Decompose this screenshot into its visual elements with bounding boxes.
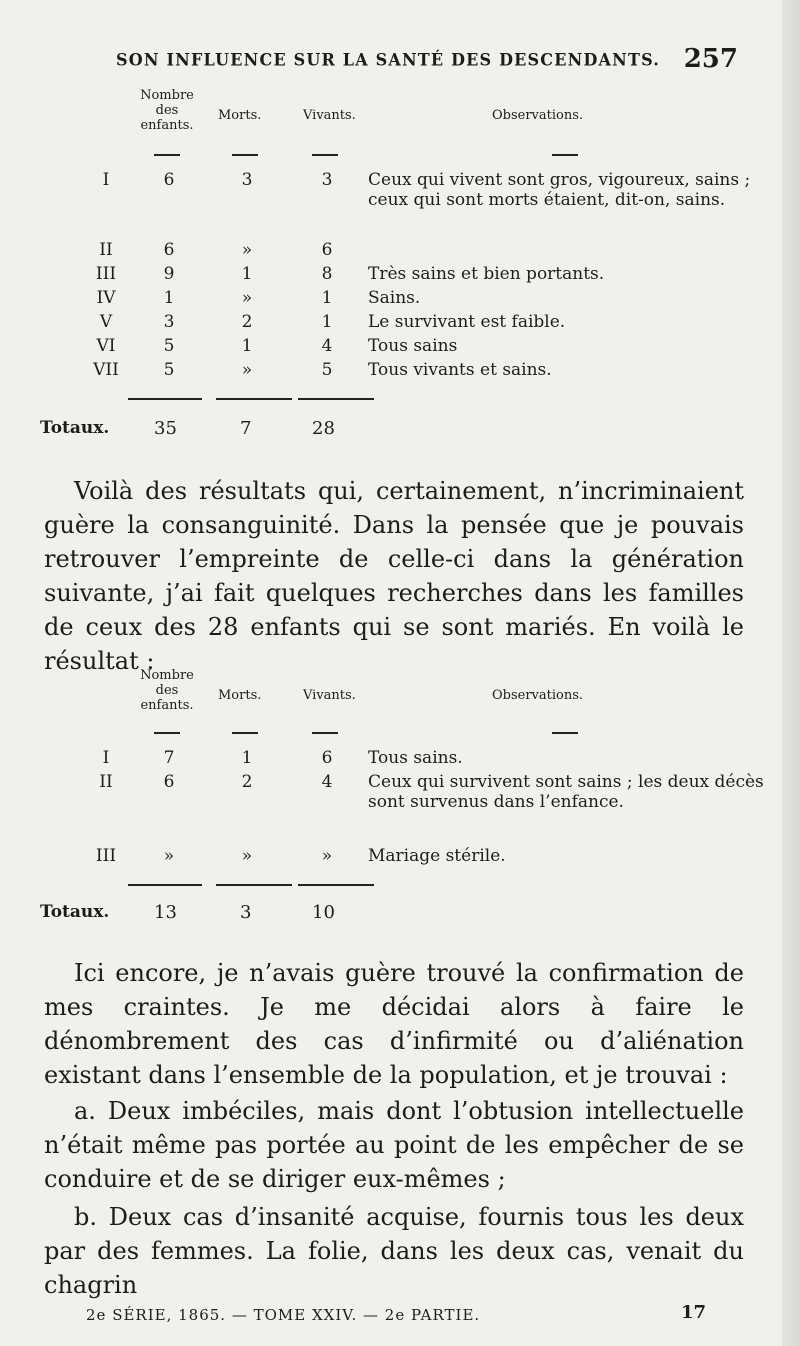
- table-2: [40, 668, 764, 928]
- totals-label: Totaux.: [40, 902, 110, 922]
- cell-nombre: 6: [163, 240, 175, 260]
- running-header: [110, 44, 750, 80]
- cell-nombre: 5: [163, 336, 175, 356]
- row-number: II: [99, 240, 113, 260]
- cell-vivants: 1: [321, 288, 333, 308]
- cell-nombre: »: [163, 846, 175, 866]
- running-title: SON INFLUENCE SUR LA SANTÉ DES DESCENDANTS.: [116, 49, 661, 70]
- cell-morts: 2: [241, 772, 253, 792]
- table-row: [40, 772, 764, 838]
- cell-morts: »: [241, 360, 253, 380]
- totals-label: Totaux.: [40, 418, 110, 438]
- col-header-nombre: Nombre des enfants.: [140, 668, 194, 713]
- row-number: III: [95, 264, 117, 284]
- row-number: V: [99, 312, 113, 332]
- row-number: I: [102, 748, 110, 768]
- total-vivants: 28: [312, 418, 335, 439]
- row-number: I: [102, 170, 110, 190]
- col-header-observations: Observations.: [492, 108, 584, 123]
- header-dash: [154, 154, 180, 156]
- cell-nombre: 5: [163, 360, 175, 380]
- cell-morts: »: [241, 240, 253, 260]
- cell-observations: Ceux qui vivent sont gros, vigoureux, sains ; ceux qui sont morts étaient, dit-on, sains.: [368, 170, 751, 210]
- total-morts: 3: [240, 902, 252, 923]
- cell-vivants: 8: [321, 264, 333, 284]
- sum-rule: [298, 398, 374, 400]
- paragraph-text: Voilà des résultats qui, certainement, n’incriminaient guère la consanguinité. Dans la pensée que je pouvais retrouver l’empreinte de celle-ci dans la génération suivante, j’ai fait quelques recherches dans les familles de ceux des 28 enfants qui se sont mariés. En voilà le résultat :: [44, 477, 744, 675]
- paragraph-1: [44, 474, 744, 678]
- cell-observations: Le survivant est faible.: [368, 312, 566, 332]
- cell-nombre: 6: [163, 772, 175, 792]
- cell-morts: 1: [241, 748, 253, 768]
- cell-nombre: 9: [163, 264, 175, 284]
- paragraph-2: [44, 956, 744, 1092]
- header-dash: [552, 154, 578, 156]
- paragraph-4: [44, 1200, 744, 1302]
- total-nombre: 35: [154, 418, 177, 439]
- cell-observations: Mariage stérile.: [368, 846, 506, 866]
- row-number: VII: [93, 360, 119, 380]
- row-number: II: [99, 772, 113, 792]
- col-header-morts: Morts.: [218, 688, 262, 703]
- cell-vivants: 1: [321, 312, 333, 332]
- col-header-vivants: Vivants.: [303, 108, 356, 123]
- sum-rule: [128, 398, 202, 400]
- page-footer: [86, 1300, 706, 1330]
- cell-observations: Tous sains: [368, 336, 458, 356]
- cell-nombre: 3: [163, 312, 175, 332]
- page-edge: [782, 0, 800, 1346]
- cell-observations: Tous sains.: [368, 748, 463, 768]
- paragraph-text: b. Deux cas d’insanité acquise, fournis tous les deux par des femmes. La folie, dans les deux cas, venait du chagrin: [44, 1203, 744, 1299]
- col-header-vivants: Vivants.: [303, 688, 356, 703]
- paragraph-3: [44, 1094, 744, 1196]
- cell-observations: Très sains et bien portants.: [368, 264, 605, 284]
- total-morts: 7: [240, 418, 252, 439]
- cell-vivants: 6: [321, 748, 333, 768]
- col-header-nombre: Nombre des enfants.: [140, 88, 194, 133]
- cell-morts: »: [241, 846, 253, 866]
- cell-vivants: 5: [321, 360, 333, 380]
- cell-morts: 2: [241, 312, 253, 332]
- cell-observations: Tous vivants et sains.: [368, 360, 552, 380]
- cell-vivants: »: [321, 846, 333, 866]
- sum-rule: [128, 884, 202, 886]
- col-header-morts: Morts.: [218, 108, 262, 123]
- header-dash: [232, 154, 258, 156]
- paragraph-text: a. Deux imbéciles, mais dont l’obtusion intellectuelle n’était même pas portée au point de les empêcher de se conduire et de se diriger eux-mêmes ;: [44, 1097, 744, 1193]
- cell-vivants: 3: [321, 170, 333, 190]
- cell-observations: Sains.: [368, 288, 421, 308]
- row-number: III: [95, 846, 117, 866]
- cell-vivants: 4: [321, 772, 333, 792]
- page-number: 257: [683, 44, 738, 74]
- paragraph-text: Ici encore, je n’avais guère trouvé la confirmation de mes craintes. Je me décidai alors à faire le dénombrement des cas d’infirmité ou d’aliénation existant dans l’ensemble de la population, et je trouvai :: [44, 959, 744, 1089]
- sheet-number: 17: [680, 1302, 706, 1323]
- table-row: [40, 170, 760, 236]
- row-number: VI: [96, 336, 116, 356]
- cell-nombre: 1: [163, 288, 175, 308]
- cell-morts: »: [241, 288, 253, 308]
- cell-morts: 3: [241, 170, 253, 190]
- cell-nombre: 7: [163, 748, 175, 768]
- header-dash: [232, 732, 258, 734]
- total-vivants: 10: [312, 902, 335, 923]
- cell-morts: 1: [241, 264, 253, 284]
- cell-nombre: 6: [163, 170, 175, 190]
- total-nombre: 13: [154, 902, 177, 923]
- sum-rule: [216, 398, 292, 400]
- cell-observations: Ceux qui survivent sont sains ; les deux décès sont survenus dans l’enfance.: [368, 772, 764, 812]
- sum-rule: [216, 884, 292, 886]
- cell-vivants: 4: [321, 336, 333, 356]
- header-dash: [154, 732, 180, 734]
- row-number: IV: [96, 288, 116, 308]
- header-dash: [312, 154, 338, 156]
- table-1: [40, 88, 760, 448]
- cell-vivants: 6: [321, 240, 333, 260]
- sum-rule: [298, 884, 374, 886]
- signature-line: 2e SÉRIE, 1865. — TOME XXIV. — 2e PARTIE.: [86, 1306, 481, 1324]
- col-header-observations: Observations.: [492, 688, 584, 703]
- header-dash: [552, 732, 578, 734]
- header-dash: [312, 732, 338, 734]
- cell-morts: 1: [241, 336, 253, 356]
